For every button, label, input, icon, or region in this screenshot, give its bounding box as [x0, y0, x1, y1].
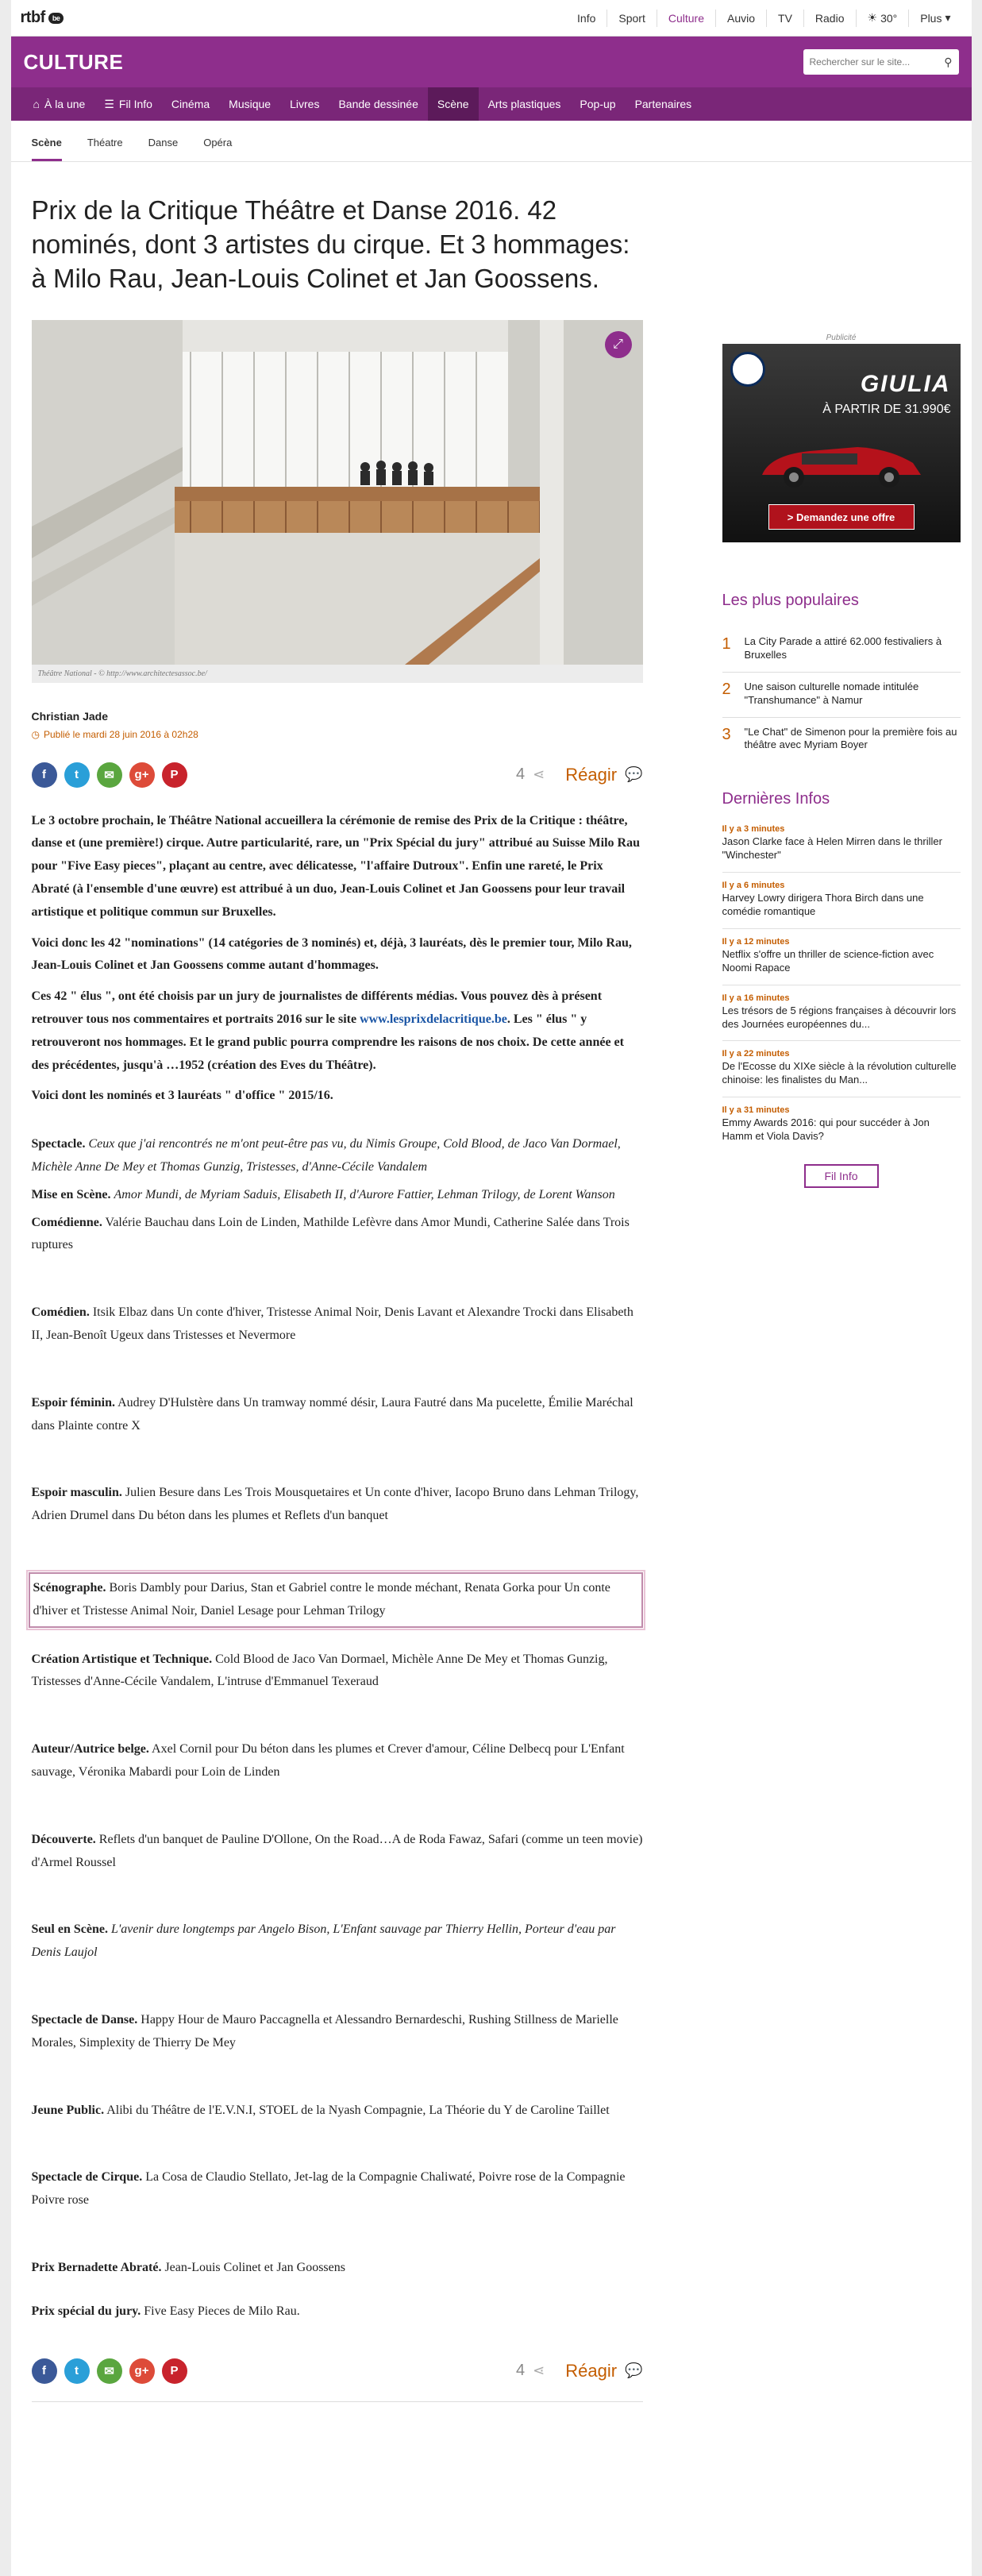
nominees-text: Ceux que j'ai rencontrés ne m'ont peut-être pas vu, du Nimis Groupe, Cold Blood, de Jaco Van Dormael, Michèle Anne De Mey et Thomas Gunzig, Tristesses, d'Anne-Cécile Vandalem	[31, 1137, 621, 1174]
comment-bubble-icon[interactable]: 💬	[625, 2362, 643, 2379]
popular-headline[interactable]: "Le Chat" de Simenon pour la première fois au théâtre avec Myriam Boyer	[744, 725, 957, 751]
topnav-radio[interactable]: Radio	[803, 10, 856, 27]
laureate-prix-abrate	[32, 2257, 643, 2280]
subnav-livres[interactable]: Livres	[290, 98, 320, 110]
popular-headline[interactable]: La City Parade a attiré 62.000 festivaliers à Bruxelles	[744, 635, 942, 661]
subnav-a-la-une[interactable]	[24, 87, 95, 121]
share-count: 4	[516, 765, 526, 784]
paragraph-text: Ces 42 " élus ", ont été choisis par un jury de journalistes de différents médias. Vous pouvez dès à présent retrouver tous nos commentaires et portraits 2016 sur le site	[31, 989, 603, 1027]
share-bar-top	[32, 761, 643, 789]
section-nav	[11, 87, 972, 121]
search-input[interactable]	[810, 56, 945, 67]
lesprixdelacritique-link[interactable]: www.lesprixdelacritique.be	[360, 1012, 507, 1027]
ad-price: À PARTIR DE 31.990€	[822, 403, 951, 416]
theatre-interior-illustration	[32, 320, 643, 665]
logo-text: rtbf	[20, 9, 45, 26]
popular-title: Les plus populaires	[722, 592, 859, 609]
email-icon[interactable]: ✉	[97, 762, 122, 788]
popular-item[interactable]	[722, 673, 961, 718]
category-label: Comédienne.	[31, 1215, 102, 1229]
paragraph: Le 3 octobre prochain, le Théâtre National accueillera la cérémonie de remise des Prix de la Critique : théâtre, danse et (une première!) cirque. Autre particularité, rare, un "Prix Spécial du jury" attribué au Suisse Milo Rau pour "Five Easy pieces", plaçant au centre, avec délicatesse, "l'affaire Dutroux". Enfin une rareté, le Prix Abraté (à l'ensemble d'une œuvre) est attribué à un duo, Jean-Louis Colinet et Jan Goossens pour leur travail artistique et politique commun sur Bruxelles.	[31, 813, 640, 919]
topnav-weather[interactable]	[856, 10, 909, 27]
facebook-icon[interactable]: f	[32, 2358, 57, 2384]
chevron-down-icon: ▾	[945, 11, 951, 24]
article	[32, 194, 643, 2402]
news-item[interactable]	[722, 1097, 961, 1153]
laureate-prix-special	[32, 2300, 643, 2323]
news-time: Il y a 3 minutes	[722, 824, 785, 835]
google-plus-icon[interactable]: g+	[129, 2358, 155, 2384]
rtbf-logo[interactable]	[21, 9, 64, 27]
pinterest-icon[interactable]: P	[162, 762, 187, 788]
popular-rank: 1	[722, 635, 731, 653]
search-box	[803, 49, 959, 75]
subnav-cinema[interactable]: Cinéma	[171, 98, 210, 110]
news-item[interactable]	[722, 1041, 961, 1097]
nominee-entry-scenographe	[29, 1572, 643, 1628]
tab-danse[interactable]: Danse	[148, 137, 179, 148]
nominees-text: Valérie Bauchau dans Loin de Linden, Mathilde Lefèvre dans Amor Mundi, Catherine Salée dans Trois ruptures	[31, 1215, 630, 1252]
clock-icon: ◷	[31, 728, 40, 740]
nominee-entry-espoir-masculin	[32, 1482, 643, 1528]
category-label: Découverte.	[31, 1832, 96, 1846]
category-label: Espoir féminin.	[31, 1395, 115, 1409]
paragraph	[32, 985, 643, 1077]
category-label: Seul en Scène.	[31, 1922, 108, 1937]
ad-brand: GIULIA	[860, 371, 951, 397]
news-item[interactable]	[722, 873, 961, 929]
nominees-text: Jean-Louis Colinet et Jan Goossens	[164, 2260, 345, 2274]
category-label: Mise en Scène.	[31, 1187, 111, 1201]
popular-headline[interactable]: Une saison culturelle nomade intitulée "Transhumance" à Namur	[744, 680, 919, 706]
fil-info-button[interactable]: Fil Info	[804, 1164, 879, 1188]
nominee-entry-spectacle	[32, 1133, 643, 1179]
section-title[interactable]: CULTURE	[23, 49, 124, 74]
article-body	[32, 810, 643, 2323]
alfa-romeo-logo-icon	[730, 352, 765, 387]
facebook-icon[interactable]: f	[32, 762, 57, 788]
article-title: Prix de la Critique Théâtre et Danse 2016. 42 nominés, dont 3 artistes du cirque. Et 3 hommages: à Milo Rau, Jean-Louis Colinet et Jan Goossens.	[31, 195, 630, 293]
nominee-entry-espoir-feminin	[32, 1392, 643, 1438]
news-headline[interactable]: Netflix s'offre un thriller de science-fiction avec Noomi Rapace	[722, 947, 934, 974]
subnav-partenaires[interactable]: Partenaires	[634, 98, 692, 110]
sidebar	[722, 334, 961, 1188]
popular-item[interactable]	[722, 718, 961, 762]
ad-label: Publicité	[826, 334, 857, 342]
nominee-entry-comedienne	[32, 1212, 643, 1258]
image-caption: Théâtre National - © http://www.architectesassoc.be/	[32, 665, 643, 683]
subnav-label: À la une	[44, 98, 86, 110]
nominees-text: Five Easy Pieces de Milo Rau.	[144, 2304, 300, 2318]
share-icon[interactable]: ⋖	[533, 766, 545, 783]
tab-scene[interactable]: Scène	[32, 137, 62, 161]
page	[11, 0, 972, 2576]
share-icon[interactable]: ⋖	[533, 2362, 545, 2379]
nominees-text: Axel Cornil pour Du béton dans les plumes et Crever d'amour, Céline Delbecq pour L'Enfant sauvage, Véronika Mabardi pour Loin de Linden	[31, 1742, 625, 1779]
nominees-text: Alibi du Théâtre de l'E.V.N.I, STOEL de la Nyash Compagnie, La Théorie du Y de Caroline Taillet	[106, 2103, 610, 2117]
share-count: 4	[516, 2362, 526, 2380]
car-icon	[754, 431, 929, 495]
share-counts	[516, 765, 642, 785]
topnav-info[interactable]: Info	[577, 11, 596, 25]
tab-opera[interactable]: Opéra	[203, 137, 233, 148]
subnav-pop-up[interactable]: Pop-up	[580, 98, 616, 110]
nominee-entry-cirque	[32, 2166, 643, 2212]
top-nav	[566, 0, 961, 36]
author-name[interactable]: Christian Jade	[31, 709, 108, 723]
paragraph: Voici dont les nominés et 3 lauréats " d'office " 2015/16.	[31, 1089, 333, 1103]
news-time: Il y a 6 minutes	[722, 881, 785, 891]
news-time: Il y a 12 minutes	[722, 936, 790, 947]
publish-date	[32, 729, 643, 740]
nominee-entry-seul-en-scene	[32, 1919, 643, 1965]
paragraph-text: . Les " élus " y retrouveront nos hommages. Et le grand public pourra comprendre les raisons de nos choix. De cette année et des précédentes, jusqu'à …1952 (création des Eves du Théâtre).	[31, 1012, 624, 1072]
news-headline[interactable]: Harvey Lowry dirigera Thora Birch dans une comédie romantique	[722, 892, 924, 918]
category-label: Spectacle de Cirque.	[31, 2170, 143, 2185]
news-time: Il y a 31 minutes	[722, 1105, 790, 1116]
category-label: Prix Bernadette Abraté.	[31, 2260, 162, 2274]
nominees-text: Happy Hour de Mauro Paccagnella et Alessandro Bernardeschi, Rushing Stillness de Marielle Morales, Simplexity de Thierry De Mey	[31, 2012, 618, 2050]
news-item[interactable]	[722, 929, 961, 985]
category-label: Spectacle.	[31, 1137, 86, 1151]
topnav-sport[interactable]: Sport	[607, 10, 656, 27]
article-intro	[32, 810, 643, 1109]
paragraph: Voici donc les 42 "nominations" (14 catégories de 3 nominés) et, déjà, 3 lauréats, dès le premier tour, Milo Rau, Jean-Louis Colinet et Jan Goossens comme autant d'hommages.	[31, 935, 632, 973]
topnav-auvio[interactable]: Auvio	[715, 10, 766, 27]
subnav-arts-plastiques[interactable]: Arts plastiques	[487, 98, 561, 110]
category-label: Scénographe.	[33, 1581, 106, 1595]
subnav-scene[interactable]: Scène	[428, 87, 479, 121]
scene-tabs	[11, 121, 972, 162]
latest-news-title: Dernières Infos	[722, 790, 830, 808]
news-item[interactable]	[722, 985, 961, 1042]
category-label: Jeune Public.	[31, 2103, 105, 2117]
subnav-musique[interactable]: Musique	[229, 98, 271, 110]
subnav-label: Fil Info	[118, 98, 152, 110]
category-label: Comédien.	[31, 1305, 90, 1320]
share-counts	[516, 2361, 642, 2381]
news-item[interactable]	[722, 816, 961, 873]
hero-image[interactable]	[32, 320, 643, 665]
topnav-tv[interactable]: TV	[766, 10, 803, 27]
subnav-fil-info[interactable]	[94, 87, 162, 121]
weather-temp: 30°	[880, 11, 898, 25]
news-headline[interactable]: Les trésors de 5 régions françaises à découvrir lors des Journées européennes du...	[722, 1004, 957, 1030]
topnav-more[interactable]	[908, 10, 961, 27]
category-label: Espoir masculin.	[31, 1486, 122, 1500]
nominee-entry-decouverte	[32, 1829, 643, 1875]
advertisement[interactable]	[722, 344, 961, 542]
nominee-entry-creation-artistique	[32, 1649, 643, 1695]
ad-cta-button[interactable]: > Demandez une offre	[768, 504, 915, 530]
subnav-bande-dessinee[interactable]: Bande dessinée	[338, 98, 418, 110]
nominee-entry-danse	[32, 2009, 643, 2055]
nominees-text: Julien Besure dans Les Trois Mousquetaires et Un conte d'hiver, Iacopo Bruno dans Lehman Trilogy, Adrien Drumel dans Du béton dans les plumes et Reflets d'un banquet	[31, 1486, 639, 1523]
nominees-text: L'avenir dure longtemps par Angelo Bison, L'Enfant sauvage par Thierry Hellin, Porteur d'eau par Denis Laujol	[31, 1922, 616, 1960]
email-icon[interactable]: ✉	[97, 2358, 122, 2384]
news-time: Il y a 16 minutes	[722, 993, 790, 1003]
category-label: Auteur/Autrice belge.	[31, 1742, 149, 1757]
twitter-icon[interactable]: t	[64, 762, 90, 788]
nominee-entry-comedien	[32, 1301, 643, 1348]
nominees-text: Amor Mundi, de Myriam Saduis, Elisabeth II, d'Aurore Fattier, Lehman Trilogy, de Lorent Wanson	[114, 1187, 615, 1201]
category-label: Création Artistique et Technique.	[31, 1652, 213, 1666]
search-icon[interactable]: ⚲	[944, 55, 953, 68]
publish-date-text: Publié le mardi 28 juin 2016 à 02h28	[43, 728, 198, 740]
popular-rank: 2	[722, 680, 731, 698]
divider	[32, 2401, 643, 2402]
nominees-text: Boris Dambly pour Darius, Stan et Gabriel contre le monde méchant, Renata Gorka pour Un conte d'hiver et Tristesse Animal Noir, Daniel Lesage pour Lehman Trilogy	[33, 1581, 610, 1618]
category-label: Prix spécial du jury.	[31, 2304, 141, 2318]
twitter-icon[interactable]: t	[64, 2358, 90, 2384]
nominees-text: Cold Blood de Jaco Van Dormael, Michèle Anne De Mey et Thomas Gunzig, Tristesses d'Anne-Cécile Vandalem, L'intruse d'Emmanuel Texeraud	[31, 1652, 608, 1689]
news-headline[interactable]: De l'Ecosse du XIXe siècle à la révolution culturelle chinoise: les finalistes du Man...	[722, 1060, 957, 1086]
news-time: Il y a 22 minutes	[722, 1049, 790, 1059]
topnav-culture[interactable]: Culture	[657, 10, 715, 27]
nominees-text: Audrey D'Hulstère dans Un tramway nommé désir, Laura Fautré dans Ma pucelette, Émilie Maréchal dans Plainte contre X	[31, 1395, 633, 1433]
google-plus-icon[interactable]: g+	[129, 762, 155, 788]
nominee-entry-auteur	[32, 1738, 643, 1784]
home-icon: ⌂	[33, 98, 40, 110]
nominees-text: Reflets d'un banquet de Pauline D'Ollone, On the Road…A de Roda Fawaz, Safari (comme un teen movie) d'Armel Roussel	[31, 1832, 643, 1869]
news-headline[interactable]: Emmy Awards 2016: qui pour succéder à Jon Hamm et Viola Davis?	[722, 1116, 930, 1143]
logo-badge: be	[48, 13, 64, 24]
nominee-entry-jeune-public	[32, 2100, 643, 2123]
comment-bubble-icon[interactable]: 💬	[625, 766, 643, 783]
react-link[interactable]: Réagir	[565, 2360, 618, 2381]
nominees-text: Itsik Elbaz dans Un conte d'hiver, Tristesse Animal Noir, Denis Lavant et Alexandre Trocki dans Elisabeth II, Jean-Benoît Ugeux dans Tristesses et Nevermore	[31, 1305, 633, 1343]
nominees-text: La Cosa de Claudio Stellato, Jet-lag de la Compagnie Chaliwaté, Poivre rose de la Compagnie Poivre rose	[31, 2170, 626, 2208]
more-label: Plus	[920, 11, 942, 25]
popular-item[interactable]	[722, 627, 961, 673]
nominee-entry-mise-en-scene	[32, 1184, 643, 1207]
react-link[interactable]: Réagir	[565, 764, 618, 785]
share-bar-bottom	[32, 2357, 643, 2385]
top-bar	[11, 0, 972, 37]
list-icon: ☰	[104, 97, 114, 110]
culture-header	[11, 37, 972, 87]
news-headline[interactable]: Jason Clarke face à Helen Mirren dans le thriller "Winchester"	[722, 835, 942, 862]
pinterest-icon[interactable]: P	[162, 2358, 187, 2384]
category-label: Spectacle de Danse.	[31, 2012, 138, 2026]
tab-theatre[interactable]: Théatre	[87, 137, 123, 148]
expand-icon[interactable]: ⤢	[605, 331, 632, 358]
sun-icon: ☀	[867, 11, 878, 24]
popular-rank: 3	[722, 725, 731, 743]
